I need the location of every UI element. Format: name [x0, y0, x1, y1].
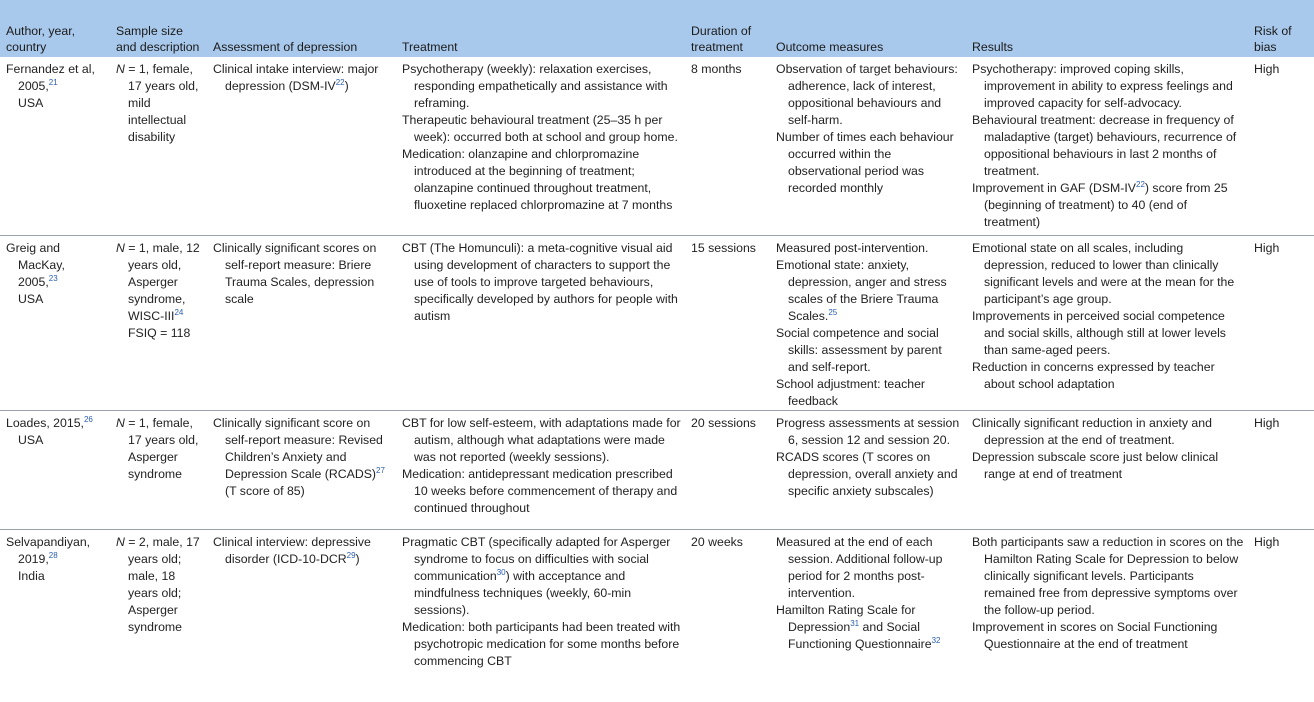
- sample-text: FSIQ = 118: [128, 325, 191, 340]
- treatment-cell: [398, 410, 687, 529]
- sample-cell: [112, 235, 209, 410]
- n-label: N: [116, 415, 125, 430]
- sample-cell: [112, 529, 209, 702]
- author-text: Greig and MacKay, 2005,: [6, 240, 65, 289]
- outcome-cell: [772, 235, 968, 410]
- treatment-text: Medication: olanzapine and chlorpromazine introduced at the beginning of treatment; olanzapine continued throughout treatment, fluoxetine replaced chlorpromazine at 7 months: [402, 147, 673, 212]
- treatment-text: CBT (The Homunculi): a meta-cognitive visual aid using development of characters to support the use of tools to improve targeted behaviours, specifically developed by authors for people with autism: [402, 240, 678, 323]
- header-row: [0, 0, 1314, 57]
- col-header-sample: Sample size and description: [112, 0, 209, 57]
- assessment-text: (T score of 85): [225, 483, 305, 498]
- risk-cell: High: [1254, 62, 1280, 76]
- col-header-author: Author, year, country: [0, 0, 112, 57]
- ref-sup: 23: [48, 273, 58, 283]
- author-text: Selvapandiyan, 2019,: [6, 534, 91, 566]
- sample-text: = 1, female, 17 years old, Asperger syndrome: [124, 415, 199, 481]
- col-header-duration: Duration of treatment: [687, 0, 772, 57]
- outcome-text: Observation of target behaviours: adherence, lack of interest, oppositional behaviours and self-harm.: [776, 62, 958, 127]
- results-text: Clinically significant reduction in anxiety and depression at the end of treatment.: [972, 415, 1212, 447]
- duration-cell: 20 sessions: [691, 415, 756, 430]
- results-text: ) score from 25 (beginning of treatment) to 40 (end of treatment): [984, 181, 1228, 229]
- treatment-text: Medication: both participants had been treated with psychotropic medication for some months before commencing CBT: [402, 619, 681, 668]
- results-text: Depression subscale score just below clinical range at end of treatment: [972, 449, 1219, 481]
- treatment-text: Medication: antidepressant medication prescribed 10 weeks before commencement of therapy and continued throughout: [402, 466, 678, 515]
- sample-text: = 1, female, 17 years old, mild intellectual disability: [124, 62, 199, 144]
- ref-sup: 27: [376, 465, 385, 475]
- duration-cell: 20 weeks: [691, 534, 743, 549]
- table-row: [0, 57, 1314, 235]
- outcome-text: Social competence and social skills: assessment by parent and self-report.: [776, 325, 942, 374]
- outcome-cell: [772, 57, 968, 235]
- outcome-text: and Social Functioning Questionnaire: [788, 619, 932, 651]
- ref-sup: 21: [48, 78, 58, 87]
- col-header-treatment: Treatment: [398, 0, 687, 57]
- author-cell: [0, 235, 112, 410]
- treatment-cell: [398, 57, 687, 235]
- col-header-assessment: Assessment of depression: [209, 0, 398, 57]
- assessment-text: Clinically significant score on self-report measure: Revised Children’s Anxiety and Depression Scale (RCADS): [213, 415, 383, 481]
- outcome-text: School adjustment: teacher feedback: [776, 376, 926, 408]
- results-cell: [968, 235, 1250, 410]
- sample-text: = 2, male, 17 years old; male, 18 years old; Asperger syndrome: [124, 534, 200, 634]
- author-text: Loades, 2015,: [6, 415, 84, 430]
- sample-cell: [112, 410, 209, 529]
- sample-cell: [112, 57, 209, 235]
- outcome-text: Progress assessments at session 6, session 12 and session 20.: [776, 415, 960, 447]
- risk-cell: High: [1254, 534, 1280, 549]
- n-label: N: [116, 62, 125, 76]
- outcome-text: Measured at the end of each session. Additional follow-up period for 2 months post-intervention.: [776, 534, 943, 600]
- treatment-text: CBT for low self-esteem, with adaptations made for autism, although what adaptations were made was not reported (weekly sessions).: [402, 415, 681, 464]
- outcome-text: Measured post-intervention.: [776, 240, 929, 255]
- assessment-text: ): [344, 79, 349, 93]
- treatment-cell: [398, 529, 687, 702]
- ref-sup: 26: [83, 414, 93, 424]
- author-cell: [0, 529, 112, 702]
- ref-sup: 31: [850, 618, 860, 628]
- results-cell: [968, 57, 1250, 235]
- table-row: [0, 410, 1314, 529]
- results-text: Improvements in perceived social competence and social skills, although still at lower levels than same-aged peers.: [972, 308, 1226, 357]
- results-text: Both participants saw a reduction in scores on the Hamilton Rating Scale for Depression to below clinically significant levels. Participants remained free from depressive symptoms over the follow-up period.: [972, 534, 1244, 617]
- n-label: N: [116, 240, 125, 255]
- results-text: Psychotherapy: improved coping skills, improvement in ability to express feelings and improved capacity for self-advocacy.: [972, 62, 1233, 110]
- ref-sup: 25: [828, 307, 838, 317]
- author-cell: [0, 57, 112, 235]
- duration-cell: 15 sessions: [691, 240, 756, 255]
- assessment-text: Clinical intake interview: major depression (DSM-IV: [213, 62, 379, 93]
- ref-sup: 32: [931, 635, 941, 645]
- results-text: Emotional state on all scales, including depression, reduced to lower than clinically significant levels and were at the mean for the participant’s age group.: [972, 240, 1235, 306]
- treatment-cell: [398, 235, 687, 410]
- country-text: USA: [18, 432, 44, 447]
- results-cell: [968, 529, 1250, 702]
- col-header-outcome: Outcome measures: [772, 0, 968, 57]
- assessment-text: Clinical interview: depressive disorder (ICD-10-DCR: [213, 534, 371, 566]
- risk-cell: High: [1254, 240, 1280, 255]
- outcome-text: Hamilton Rating Scale for Depression: [776, 602, 916, 634]
- ref-sup: 29: [346, 550, 356, 560]
- country-text: India: [18, 568, 45, 583]
- results-text: Behavioural treatment: decrease in frequency of maladaptive (target) behaviours, recurrence of oppositional behaviours in last 2 months of treatment.: [972, 113, 1237, 178]
- outcome-text: Emotional state: anxiety, depression, anger and stress scales of the Briere Trauma Scales.: [776, 257, 947, 323]
- ref-sup: 22: [335, 78, 345, 87]
- outcome-cell: [772, 529, 968, 702]
- results-text: Reduction in concerns expressed by teacher about school adaptation: [972, 359, 1215, 391]
- duration-cell: 8 months: [691, 62, 742, 76]
- results-text: Improvement in GAF (DSM-IV: [972, 181, 1136, 195]
- sample-text: = 1, male, 12 years old, Asperger syndrome, WISC-III: [124, 240, 200, 323]
- n-label: N: [116, 534, 125, 549]
- risk-cell: High: [1254, 415, 1280, 430]
- assessment-cell: [209, 235, 398, 410]
- country-text: USA: [18, 291, 44, 306]
- outcome-text: RCADS scores (T scores on depression, overall anxiety and specific anxiety subscales): [776, 449, 958, 498]
- assessment-cell: [209, 57, 398, 235]
- author-cell: [0, 410, 112, 529]
- results-cell: [968, 410, 1250, 529]
- assessment-cell: [209, 529, 398, 702]
- col-header-results: Results: [968, 0, 1250, 57]
- author-text: Fernandez et al, 2005,: [6, 62, 95, 93]
- ref-sup: 28: [48, 550, 58, 560]
- assessment-text: ): [355, 551, 360, 566]
- results-text: Improvement in scores on Social Functioning Questionnaire at the end of treatment: [972, 619, 1218, 651]
- country-text: USA: [18, 96, 44, 110]
- outcome-text: Number of times each behaviour occurred within the observational period was recorded monthly: [776, 130, 954, 195]
- ref-sup: 22: [1136, 180, 1145, 189]
- ref-sup: 30: [496, 567, 506, 577]
- assessment-cell: [209, 410, 398, 529]
- outcome-cell: [772, 410, 968, 529]
- treatment-text: ) with acceptance and mindfulness techniques (weekly, 60-min sessions).: [414, 568, 632, 617]
- treatment-text: Psychotherapy (weekly): relaxation exercises, responding empathetically and assistance with reframing.: [402, 62, 668, 110]
- ref-sup: 24: [174, 307, 184, 317]
- table-row: [0, 529, 1314, 702]
- table-row: [0, 235, 1314, 410]
- treatment-text: Therapeutic behavioural treatment (25–35 h per week): occurred both at school and group home.: [402, 113, 678, 144]
- treatment-text: Pragmatic CBT (specifically adapted for Asperger syndrome to focus on difficulties with social communication: [402, 534, 671, 583]
- assessment-text: Clinically significant scores on self-report measure: Briere Trauma Scales, depression scale: [213, 240, 377, 306]
- col-header-risk: Risk of bias: [1250, 0, 1314, 57]
